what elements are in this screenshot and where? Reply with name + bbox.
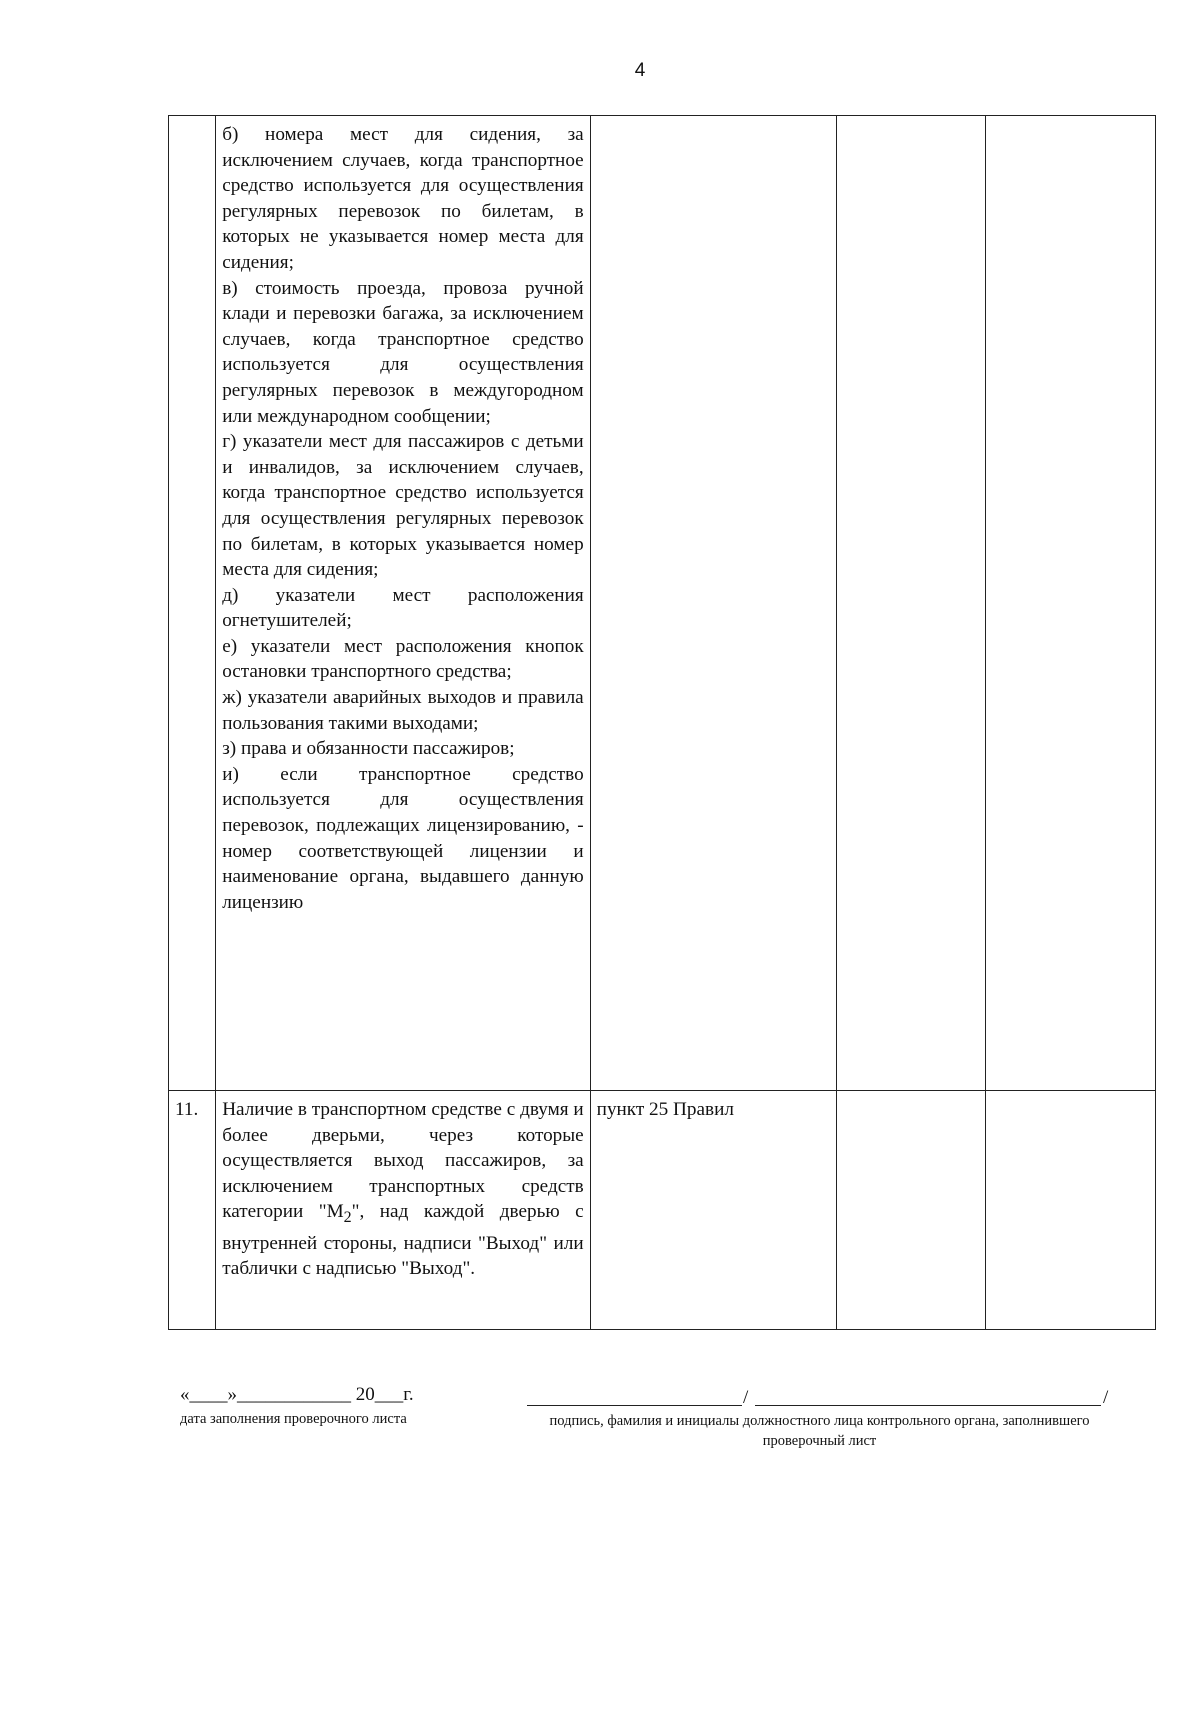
answer-cell-a — [836, 116, 985, 1091]
date-caption: дата заполнения проверочного листа — [180, 1411, 407, 1427]
requirement-cell — [216, 116, 590, 1091]
row-number-cell — [169, 116, 216, 1091]
signature-end-separator: / — [1103, 1387, 1109, 1408]
signature-separator: / — [743, 1387, 749, 1408]
requirement-item-i: и) если транспортное средство используется для осуществления перевозок, подлежащих лицензированию, - номер соответствующей лицензии и наименование органа, выдавшего данную лицензию — [222, 763, 584, 913]
requirement-item-d: д) указатели мест расположения огнетушителей; — [222, 584, 584, 632]
row-number-cell: 11. — [169, 1091, 216, 1330]
requirement-item-v: в) стоимость проезда, провоза ручной клади и перевозки багажа, за исключением случаев, когда транспортное средство используется для осуществления регулярных перевозок в междугородном или международном сообщении; — [222, 277, 584, 427]
requirement-item-z: з) права и обязанности пассажиров; — [222, 738, 515, 760]
table-row — [169, 1091, 1156, 1330]
page-number: 4 — [634, 60, 646, 81]
requirement-cell — [216, 1091, 590, 1330]
date-field: «____»____________ 20___г. — [180, 1384, 414, 1405]
requirement-item-g: г) указатели мест для пассажиров с детьми и инвалидов, за исключением случаев, когда транспортное средство используется для осуществления регулярных перевозок по билетам, в которых указывается номер места для сидения; — [222, 431, 584, 581]
requirement-item-zh: ж) указатели аварийных выходов и правила пользования такими выходами; — [222, 687, 584, 734]
table-row — [169, 116, 1156, 1091]
checklist-table — [168, 115, 1156, 1330]
requirement-subscript: 2 — [343, 1209, 352, 1227]
signature-underline — [527, 1405, 742, 1406]
name-underline — [755, 1405, 1101, 1406]
answer-cell-b — [985, 1091, 1155, 1330]
answer-cell-a — [836, 1091, 985, 1330]
requirement-item-b: б) номера мест для сидения, за исключением случаев, когда транспортное средство используется для осуществления регулярных перевозок по билетам, в которых не указывается номер места для сидения; — [222, 124, 584, 273]
reference-cell — [590, 116, 836, 1091]
requirement-text-end: ", над каждой дверью с внутренней стороны, надписи "Выход" или таблички с надписью "Выход". — [222, 1201, 584, 1280]
requirement-item-e: е) указатели мест расположения кнопок остановки транспортного средства; — [222, 635, 584, 683]
reference-cell: пункт 25 Правил — [590, 1091, 836, 1330]
signature-field — [527, 1384, 1112, 1406]
signature-caption: подпись, фамилия и инициалы должностного лица контрольного органа, заполнившего проверочный лист — [549, 1413, 1090, 1449]
requirement-text-start: Наличие в транспортном средстве с двумя и более дверьми, через которые осуществляется выход пассажиров, за исключением транспортных средств категории "М — [222, 1099, 584, 1223]
footer — [0, 1384, 1200, 1464]
answer-cell-b — [985, 116, 1155, 1091]
